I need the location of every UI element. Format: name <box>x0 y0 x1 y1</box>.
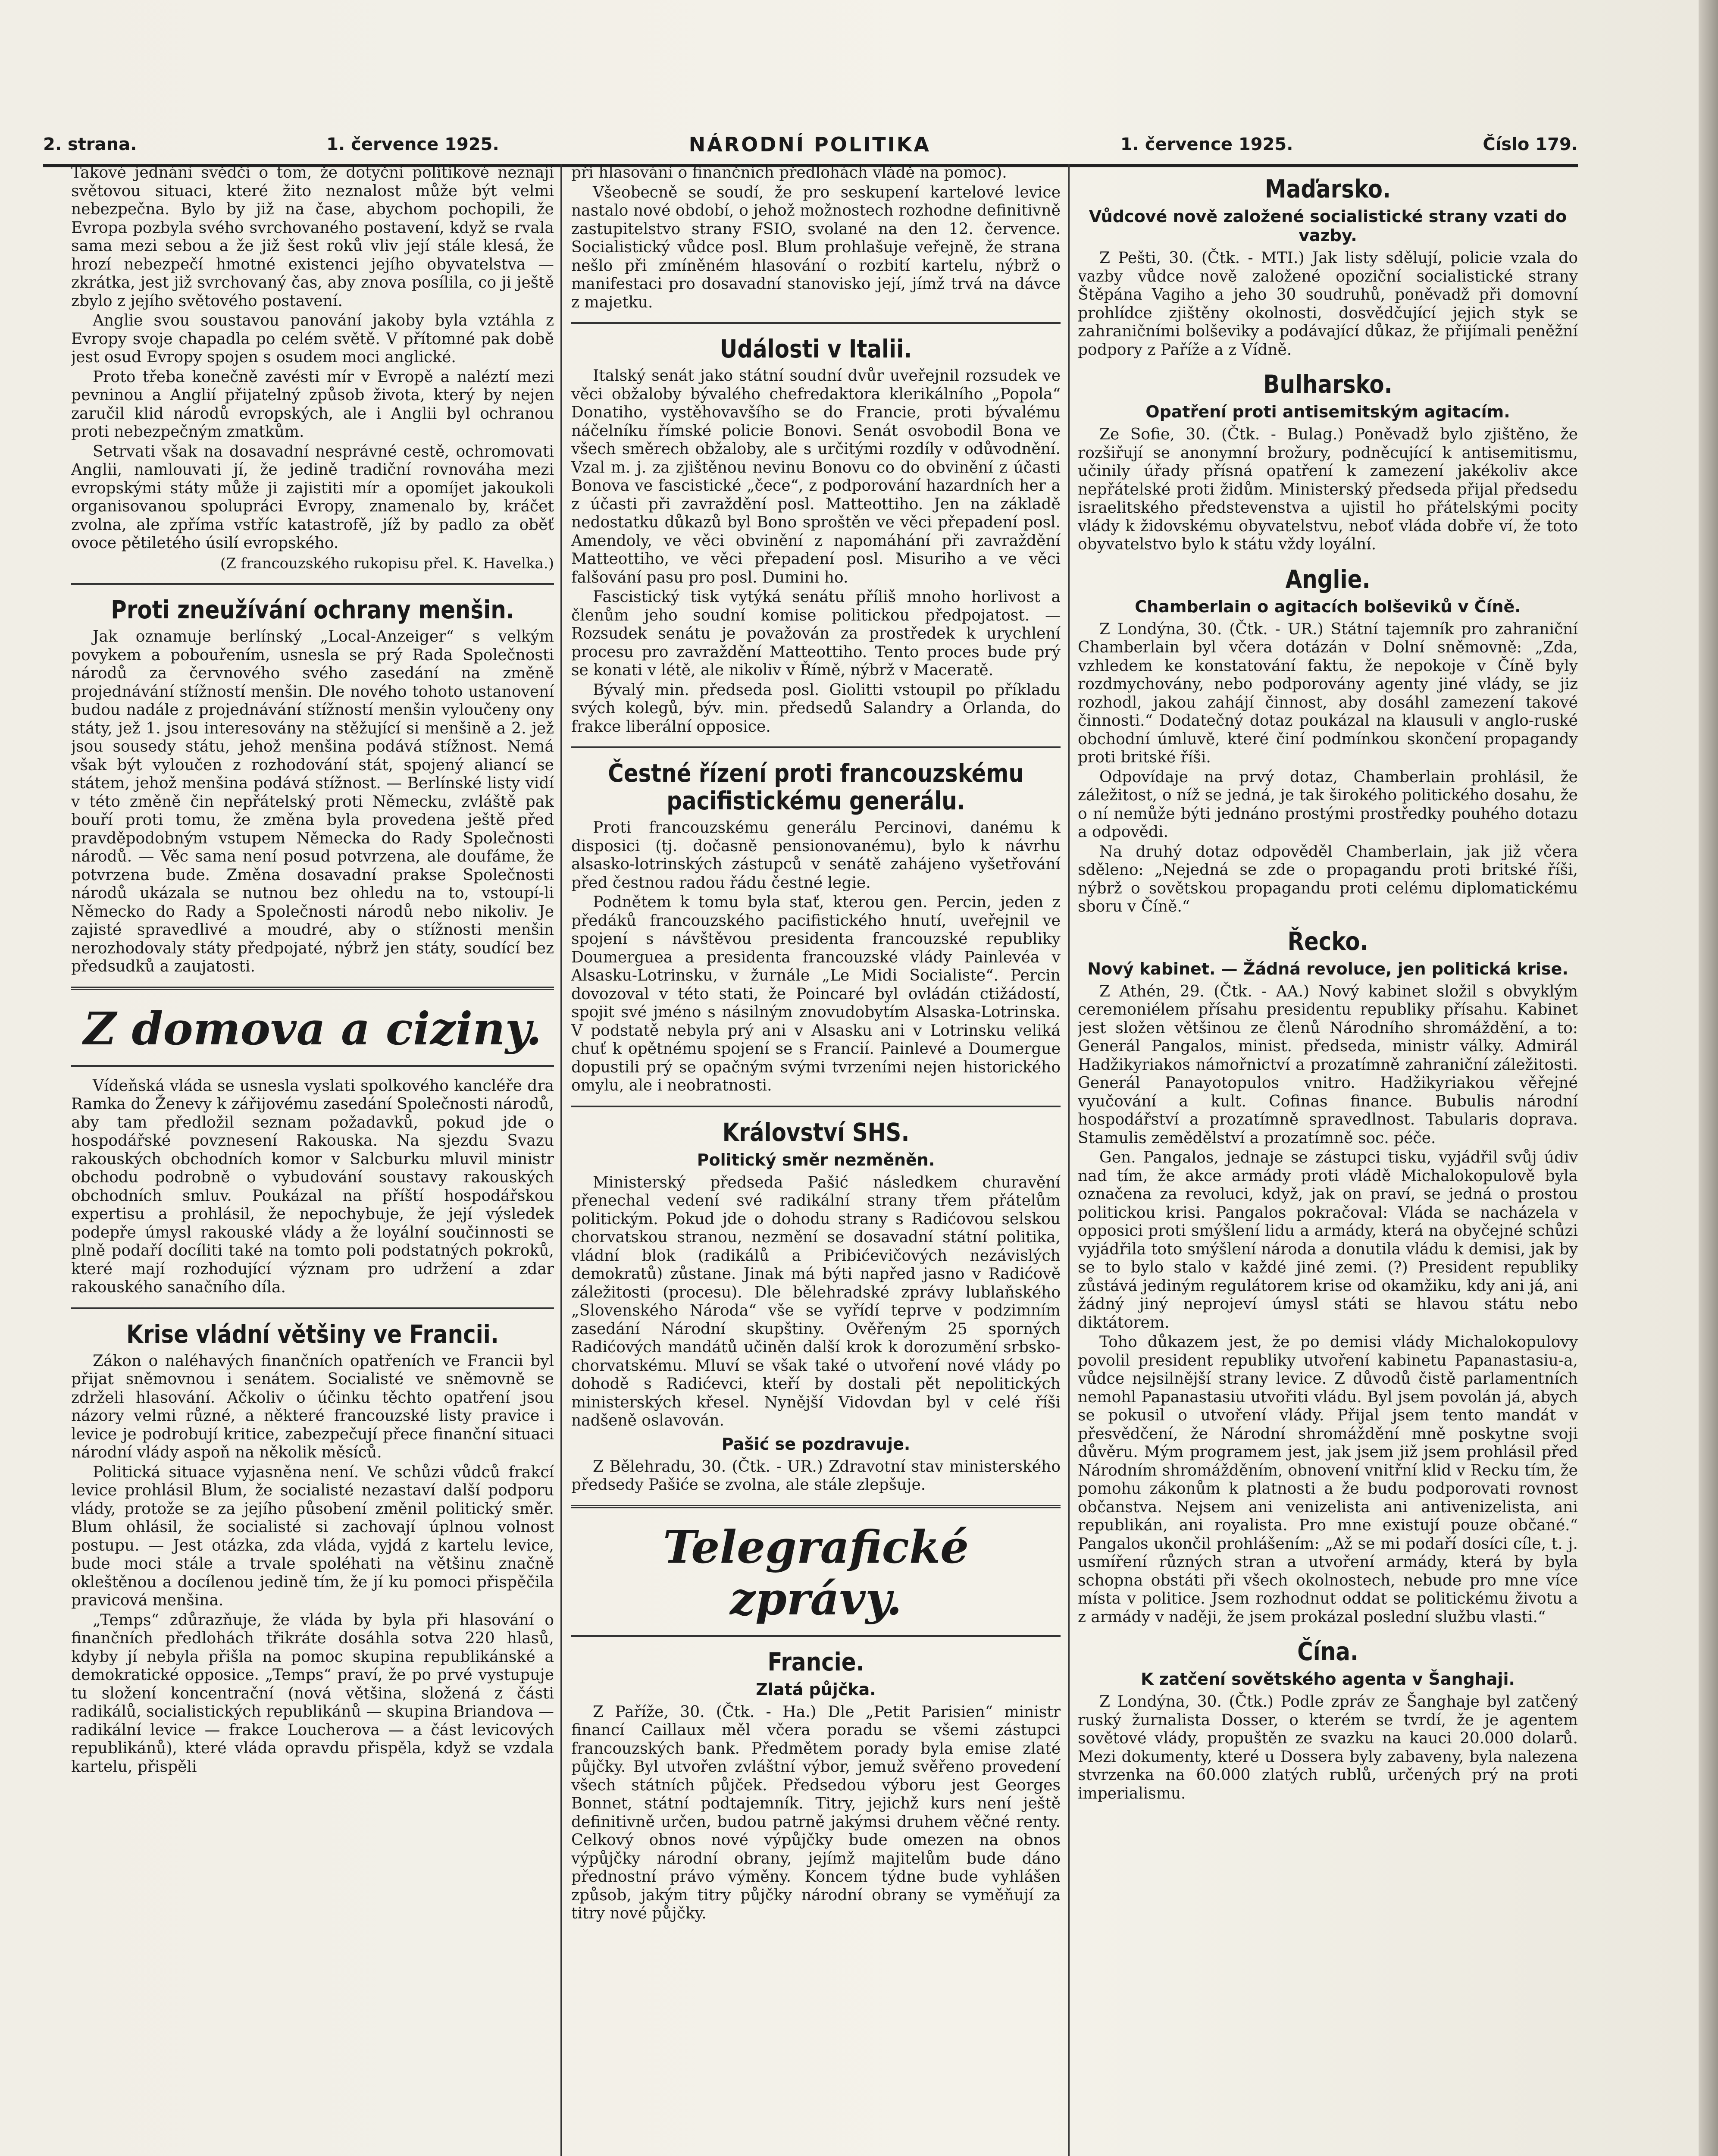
article-paragraph: Fascistický tisk vytýká senátu příliš mnoho horlivost a členům jeho soudní komise politickou předpojatost. — Rozsudek senátu je považován za prostředek k urychlení procesu pro zavraždění Matteottiho. Tento proces bude prý se konati v létě, ale nikoliv v Římě, nýbrž v Maceratě. <box>571 588 1061 679</box>
article-paragraph: „Temps“ zdůrazňuje, že vláda by byla při hlasování o finančních předlohách třikráte dosáhla sotva 220 hlasů, kdyby jí nebyla přišla na pomoc skupina republikánské a demokratické opposice. „Temps“ praví, že po prvé vystupuje tu složení koncentrační (nová většina, složená z části radikálů, socialistických republikánů — skupina Briandova — radikální levice — frakce Loucherova — a část levicových republikánů), které vláda opravdu přispěla, když se vzdala kartelu, přispěli <box>71 1611 554 1776</box>
article-paragraph: Z Athén, 29. (Čtk. - AA.) Nový kabinet složil s obvyklým ceremoniélem přísahu presidentu republiky přísahu. Kabinet jest složen většinou ze členů Národního shromáždění, a to: Generál Pangalos, minist. předseda, ministr války. Admirál Hadžikyriakos námořnictví a prozatímně zahraniční záležitosti. Generál Panayotopulos vnitro. Hadžikyriakou věřejné vyučování a kult. Cofinas finance. Bubulis národní hospodářství a prozatímně spravedlnost. Tabularis doprava. Stamulis zemědělství a prozatímně soc. péče. <box>1078 982 1578 1147</box>
section-divider <box>71 583 554 585</box>
column-3 <box>1078 164 1578 2156</box>
section-divider <box>571 1505 1061 1508</box>
masthead <box>43 129 1578 167</box>
column-1 <box>71 164 554 2156</box>
section-title-domova: Z domova a ciziny. <box>83 1002 542 1055</box>
article-paragraph: Odpovídaje na prvý dotaz, Chamberlain prohlásil, že záležitost, o níž se jedná, je tak širokého politického dosahu, že o ní nemůže býti jednáno prostými prostředky pouhého dotazu a odpovědi. <box>1078 768 1578 841</box>
article-paragraph: Proto třeba konečně zavésti mír v Evropě a naléztí mezi pevninou a Anglií přijatelný způsob života, který by nejen zaručil klid národů evropských, ale i Anglii byl ochranou proti nebezpečným zmatkům. <box>71 368 554 441</box>
newspaper-title: NÁRODNÍ POLITIKA <box>688 133 931 156</box>
column-2 <box>571 164 1061 2156</box>
section-divider <box>71 1065 554 1067</box>
article-paragraph: Bývalý min. předseda posl. Giolitti vstoupil po příkladu svých kolegů, býv. min. předsedů Salandry a Orlanda, do frakce liberální opposice. <box>571 681 1061 736</box>
translator-signature: (Z francouzského rukopisu přel. K. Havelka.) <box>220 555 554 572</box>
article-paragraph: při hlasování o finančních předlohách vládě na pomoc). <box>571 164 1007 182</box>
article-paragraph: Politická situace vyjasněna není. Ve schůzi vůdců frakcí levice prohlásil Blum, že socialisté nezastaví další podporu vlády, protože se za jejího působení změnil politický směr. Blum ohlásil, že socialisté si zachovají úplnou volnost postupu. — Jest otázka, zda vláda, vyjdá z kartelu levice, bude moci stále a trvale spoléhati na většinu značně okleštěnou a docílenou jedině tím, že jí ku pomoci přispěčila pravicová menšina. <box>71 1463 554 1609</box>
article-paragraph: Toho důkazem jest, že po demisi vlády Michalokopulovy povolil president republiky utvoření kabinetu Papanastasiu-a, vůdce nejsilnější strany levice. Z důvodů čistě parlamentních nemohl Papanastasiu utvořiti vládu. Byl jsem povolán já, abych se pokusil o utvoření vlády. Přijal jsem tento mandát v přesvědčení, že Národní shromáždění mně poskytne svoji důvěru. Mým programem jest, jak jsem již jsem prohlásil před Národním shromážděním, obnovení vnitřní klid v Recku tím, že pomohu zákonům k platnosti a že budu podporovati rovnost občanstva. Nejsem ani venizelista ani antivenizelista, ani republikán, ani royalista. Pro mne existují pouze občané.“ Pangalos ukončil prohlášením: „Až se mi podaří dosíci cíle, t. j. usmíření různých stran a utvoření armády, která by byla schopna obstáti při všech okolnostech, nebude pro mne více místa v politice. Jsem rozhodnut oddat se politickému životu a z armády v naději, že jsem prokázal poslední službu vlasti.“ <box>1078 1333 1578 1626</box>
article-paragraph: Zákon o naléhavých finančních opatřeních ve Francii byl přijat sněmovnou i senátem. Socialisté ve sněmovně se zdrželi hlasování. Ačkoliv o účinku těchto opatření jsou názory velmi různé, a některé francouzské listy pravice i levice je podrobují kritice, zabezpečují přece finanční situaci národní vlády aspoň na několik měsíců. <box>71 1352 554 1461</box>
section-divider <box>571 322 1061 324</box>
article-paragraph: Ministerský předseda Pašić následkem churavění přenechal vedení své radikální strany třem přátelům politickým. Pokud jde o dohodu strany s Radićovou selskou chorvatskou stranou, nezmění se dosavadní státní politika, vládní blok (radikálů a Pribićevičových nezávislých demokratů) zůstane. Jinak má býti napřed jasno v Radićově záležitosti (procesu). Dle bělehradské zprávy lublaňského „Slovenského Národa“ vše se vyřídí teprve v podzimním zasedání Národní skupštiny. Ověřeným 25 sporných Radićových mandátů učiněn další krok k dorozumění srbsko-chorvatskému. Mluví se však také o utvoření nové vlády po dohodě s Radićevci, kteří by dostali pět nepolitických ministerských křesel. Nynější Vidovdan byl v celé říši nadšeně oslavován. <box>571 1173 1061 1429</box>
article-paragraph: Z Bělehradu, 30. (Čtk. - UR.) Zdravotní stav ministerského předsedy Pašiće se zvolna, ale stále zlepšuje. <box>571 1457 1061 1494</box>
subheadline-anglie: Chamberlain o agitacích bolševiků v Číně. <box>1135 597 1521 616</box>
subheadline-recko: Nový kabinet. — Žádná revoluce, jen politická krise. <box>1087 959 1568 978</box>
subheadline-cina: K zatčení sovětského agenta v Šanghaji. <box>1141 1670 1515 1689</box>
article-paragraph: Setrvati však na dosavadní nesprávné cestě, ochromovati Anglii, namlouvati jí, že jedině tradiční rovnováha mezi evropskými státy může ji zajistiti mír a opomíjet jakoukoli organisovanou spolupráci Evropy, znamenalo by, kráčet zvolna, ale zpříma vstříc katastrofě, jíž by padlo za oběť ovoce pětiletého úsilí evropského. <box>71 442 554 552</box>
headline-mensin: Proti zneužívání ochrany menšin. <box>111 595 514 624</box>
article-paragraph: Takové jednání svědčí o tom, že dotyční politikové neznají světovou situaci, které žito neznalost může být velmi nebezpečna. Bylo by již na čase, abychom pochopili, že Evropa pozbyla svého svrchovaného postavení, když se rvala sama mezi sebou a že již šest roků vliv její stále klesá, že hrozí nebezpečí hmotné existenci jejího obyvatelstva — zkrátka, jest již svrchovaný čas, aby znova posílila, co ji ještě zbylo z jejího světového postavení. <box>71 164 554 310</box>
article-paragraph: Anglie svou soustavou panování jakoby byla vztáhla z Evropy svoje chapadla po celém světě. V přítomné pak době jest osud Evropy spojen s osudem moci anglické. <box>71 312 554 366</box>
article-paragraph: Všeobecně se soudí, že pro seskupení kartelové levice nastalo nové období, o jehož možnostech rozhodne definitivně zastupitelstvo strany FSIO, svolané na den 12. července. Socialistický vůdce posl. Blum prohlašuje veřejně, že strana nešlo při zmíněném hlasování o rozbití kartelu, nýbrž o manifestaci pro dosavadní stanovisko její, jímž trvá na dávce z majetku. <box>571 183 1061 311</box>
article-paragraph: Italský senát jako státní soudní dvůr uveřejnil rozsudek ve věci obžaloby bývalého chefredaktora klerikálního „Popola“ Donatiho, vystěhovavšího se do Francie, proti bývalému náčelníku římské policie Bonovi. Senát osvobodil Bona ve všech směrech obžaloby, ale s určitými rozdíly v odůvodnění. Vzal m. j. za zjištěnou nevinu Bonovu co do obvinění z účasti Bonova ve fascistické „čece“, z podporování hazardních her a z účasti při zavraždění posl. Matteottiho. Jen na základě nedostatku důkazů byl Bono sproštěn ve věci přepadení posl. Amendoly, ve věci obvinění z napomáhání při zavraždění Matteottiho, ve věci přepadení posl. Misuriho a ve věci falšování pasu pro posl. Dumini ho. <box>571 367 1061 586</box>
page-label: 2. strana. <box>43 135 137 154</box>
headline-cina: Čína. <box>1297 1637 1358 1666</box>
article-paragraph: Jak oznamuje berlínský „Local-Anzeiger“ s velkým povykem a pobouřením, usnesla se prý Rada Společnosti národů za červnového svého zasedání na změně projednávání stížností menšin. Dle nového tohoto ustanovení budou nadále z projednávání stížností menšin vyloučeny ony státy, jež 1. jsou interesovány na stěžující si menšině a 2. jež jsou sousedy státu, jehož menšina podává stížnost. Nemá však být vyloučen z rozhodování stát, spojený aliancí se státem, jehož menšina podává stížnost. — Berlínské listy vidí v této změně čin nepřátelský proti Německu, zvláště pak bouří proti tomu, že změna byla provedena ještě před pravděpodobným vstupem Německa do Rady Společnosti národů. — Věc sama není posud potvrzena, ale doufáme, že potvrzena bude. Změna dosavadní prakse Společnosti národů ukázala se nutnou bez ohledu na to, vstoupí-li Německo do Rady a Společnosti národů nebo nikoliv. Je zajisté spravedlivé a moudré, aby o stížnosti menšin nerozhodovaly státy předpojaté, nýbrž jen státy, soudící bez předsudků a zaujatosti. <box>71 628 554 975</box>
headline-krise: Krise vládní většiny ve Francii. <box>126 1319 499 1349</box>
article-paragraph: Z Londýna, 30. (Čtk. - UR.) Státní tajemník pro zahraniční Chamberlain byl včera dotázán v Dolní sněmovně: „Zda, vzhledem ke konstatování faktu, že nepokoje v Číně byly rozdmychovány, nebo podporovány agenty jiné vlády, se jiz rozhodl, jakou zahájí činnost, aby dosáhl zamezení takové činnosti.“ Dodatečný dotaz poukázal na klausuli v anglo-ruské obchodní úmluvě, které činí podmínkou skončení propagandy proti britské říši. <box>1078 620 1578 766</box>
headline-shs: Království SHS. <box>722 1117 910 1147</box>
article-paragraph: Na druhý dotaz odpověděl Chamberlain, jak již včera sděleno: „Nejedná se zde o propagandu proti britské říši, nýbrž o sovětskou propagandu proti celému diplomatickému sboru v Číně.“ <box>1078 843 1578 915</box>
article-paragraph: Z Pešti, 30. (Čtk. - MTI.) Jak listy sdělují, policie vzala do vazby vůdce nově založené opoziční socialistické strany Štěpána Vagiho a jeho 30 soudruhů, poněvadž při domovní prohlídce zjištěny okolnosti, dosvědčující jejich styk se zahraničními bolševiky a podávající důkaz, že přijímali peněžní podpory z Paříže a z Vídně. <box>1078 249 1578 359</box>
headline-anglie: Anglie. <box>1285 564 1371 594</box>
subheadline-pasic: Pašić se pozdravuje. <box>721 1434 911 1454</box>
page-edge <box>1699 0 1718 2156</box>
column-rule <box>560 164 562 2156</box>
headline-cestne-rizeni: Čestné řízení proti francouzskému pacifistickému generálu. <box>608 758 1024 815</box>
article-paragraph: Ze Sofie, 30. (Čtk. - Bulag.) Poněvadž bylo zjištěno, že rozšiřují se anonymní brožury, podněcující k antisemitismu, učinily úřady přísná opatření k zamezení jakékoliv akce nepřátelské proti židům. Ministerský předseda přijal předsedu israelitského předstevenstva a ujistil ho přátelskými pocity vlády k židovskému obyvatelstvu, neboť vláda dobře ví, že toto obyvatelstvo bylo k státu vždy loyální. <box>1078 426 1578 553</box>
article-paragraph: Z Paříže, 30. (Čtk. - Ha.) Dle „Petit Parisien“ ministr financí Caillaux měl včera poradu se všemi zástupci francouzských bank. Předmětem porady byla emise zlaté půjčky. Byl utvořen zvláštní výbor, jemuž svěřeno provedení všech státních půjček. Předsedou výboru jest Georges Bonnet, státní podtajemník. Titry, jejichž kurs není ještě definitivně určen, budou patrně jakýmsi druhem věčné renty. Celkový obnos nové výpůjčky bude omezen na obnos výpůjčky národní obrany, jejímž majitelům bude dáno přednostní právo výměny. Koncem týdne bude vyhlášen způsob, jakým titry půjčky národní obrany se vyměňují za titry nové půjčky. <box>571 1703 1061 1922</box>
section-divider <box>571 1635 1061 1637</box>
article-paragraph: Podnětem k tomu byla stať, kterou gen. Percin, jeden z předáků francouzského pacifistického hnutí, uveřejnil ve spojení s návštěvou presidenta francouzské republiky Doumerguea a presidenta francouzské vlády Painlevéa v Alsasku-Lotrinsku, v žurnále „Le Midi Socialiste“. Percin dovozoval v této stati, že Poincaré byl ovládán ctižádostí, spojit své jméno s násilným znovudobytím Alsaska-Lotrinska. V podstatě nebyla prý ani v Alsasku ani v Lotrinsku veliká chuť k opětnému spojení se s Francií. Painlevé a Doumergue dopustili prý se opačným svými tvrzeními nejen historického omylu, ale i neobratnosti. <box>571 893 1061 1094</box>
subheadline-shs: Politický směr nezměněn. <box>697 1150 935 1169</box>
headline-bulharsko: Bulharsko. <box>1263 370 1393 399</box>
headline-madarsko: Maďarsko. <box>1264 174 1391 204</box>
issue-number: Číslo 179. <box>1483 135 1578 154</box>
article-paragraph: Z Londýna, 30. (Čtk.) Podle zpráv ze Šanghaje byl zatčený ruský žurnalista Dosser, o kterém se tvrdí, že je agentem sovětové vlády, propuštěn ze svazku na kauci 20.000 dolarů. Mezi dokumenty, které u Dossera byly zabaveny, byla nalezena stvrzenka na 60.000 zlatých rublů, určených prý na proti imperialismu. <box>1078 1693 1578 1802</box>
section-divider <box>571 746 1061 748</box>
section-divider <box>71 1307 554 1309</box>
column-rule <box>1068 164 1070 2156</box>
headline-francie: Francie. <box>767 1647 864 1677</box>
headline-italie: Události v Italii. <box>720 334 912 364</box>
subheadline-zlata-pujcka: Zlatá půjčka. <box>756 1680 876 1699</box>
subheadline-madarsko: Vůdcové nově založené socialistické strany vzati do vazby. <box>1089 207 1567 245</box>
article-paragraph: Proti francouzskému generálu Percinovi, danému k disposici (tj. dočasně pensionovanému), bylo k návrhu alsasko-lotrinských zástupců v senátě zahájeno vyšetřování před čestnou radou řádu čestné legie. <box>571 819 1061 892</box>
date-left: 1. července 1925. <box>326 135 499 154</box>
section-divider <box>571 1106 1061 1107</box>
section-divider <box>71 987 554 990</box>
headline-recko: Řecko. <box>1287 926 1368 956</box>
subheadline-bulharsko: Opatření proti antisemitským agitacím. <box>1145 402 1510 421</box>
section-title-telegraficke: Telegrafické zprávy. <box>663 1520 969 1625</box>
article-paragraph: Gen. Pangalos, jednaje se zástupci tisku, vyjádřil svůj údiv nad tím, že akce armády proti vládě Michalokopulově byla označena za revoluci, když, jak on praví, se jedná o prostou politickou krisi. Pangalos pokračoval: Vláda se nacházela v opposici proti smýšlení lidu a armády, která na obyčejné schůzi vyjádřila toto smýšlení národa a donutila vládu k demisi, jak by se to bylo stalo v každé jiné zemi. (?) President republiky zůstává jediným regulátorem krise od okamžiku, kdy ani já, ani žádný jiný neprojeví úmysl státi se hlavou státu nebo diktátorem. <box>1078 1149 1578 1332</box>
date-right: 1. července 1925. <box>1120 135 1293 154</box>
article-paragraph: Vídeňská vláda se usnesla vyslati spolkového kancléře dra Ramka do Ženevy k zářijovému zasedání Společnosti národů, aby tam předložil seznam požadavků, pokud jde o hospodářské povznesení Rakouska. Na sjezdu Svazu rakouských obchodních komor v Salcburku mluvil ministr obchodu podrobně o vybudování soustavy rakouských obchodních smluv. Poukázal na příští hospodářskou expertisu a prohlásil, že nepochybuje, že její výsledek podepře úmysl rakouské vlády a že loyální součinnosti se plně podaří docíliti také na tomto poli podstatných pokroků, které mají rozhodující význam pro udržení a zdar rakouského sanačního díla. <box>71 1077 554 1296</box>
